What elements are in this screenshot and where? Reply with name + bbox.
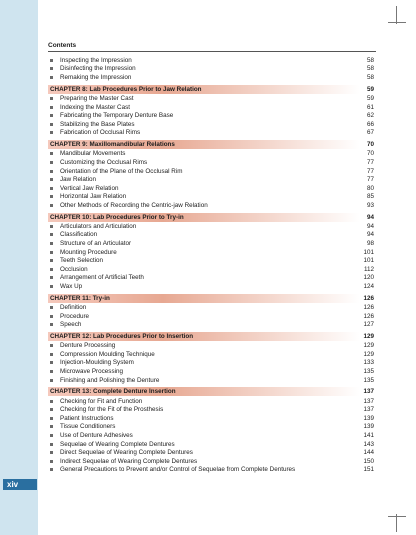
chapter-title: CHAPTER 10: Lab Procedures Prior to Try-in [50,213,184,221]
toc-entry-title: Sequelae of Wearing Complete Dentures [60,440,175,448]
toc-entry-left [48,129,140,136]
toc-entry-left [48,249,117,256]
square-bullet-icon [50,276,53,279]
toc-entry-left [48,351,155,358]
crop-mark [388,22,406,23]
toc-entry-left [48,342,115,349]
toc-entry[interactable] [48,158,376,167]
square-bullet-icon [50,152,53,155]
chapter-heading[interactable] [48,213,376,222]
square-bullet-icon [50,204,53,207]
toc-entry-title: Jaw Relation [60,176,97,184]
toc-entry-title: Microwave Processing [60,367,123,375]
square-bullet-icon [50,434,53,437]
toc-group [48,213,376,291]
square-bullet-icon [50,114,53,117]
toc-entry-title: Mandibular Movements [60,150,126,158]
toc-entry-page: 58 [366,56,374,64]
square-bullet-icon [50,425,53,428]
toc-entry-title: General Precautions to Prevent and/or Control of Sequelae from Complete Dentures [60,466,296,474]
toc-entry[interactable] [48,376,376,385]
toc-entry-left [48,368,123,375]
toc-entry-title: Disinfecting the Impression [60,65,136,73]
square-bullet-icon [50,400,53,403]
toc-entry-left [48,313,89,320]
chapter-heading[interactable] [48,387,376,396]
square-bullet-icon [50,161,53,164]
toc-entry[interactable] [48,440,376,449]
square-bullet-icon [50,242,53,245]
toc-entry-left [48,257,103,264]
toc-entry[interactable] [48,350,376,359]
toc-entry-page: 62 [366,112,374,120]
toc-entry-title: Other Methods of Recording the Centric-jaw Relation [60,201,208,209]
toc-entry[interactable] [48,56,376,65]
square-bullet-icon [50,67,53,70]
square-bullet-icon [50,370,53,373]
square-bullet-icon [50,187,53,190]
toc-entry[interactable] [48,359,376,368]
toc-entry-page: 59 [366,94,374,102]
toc-entry-page: 120 [363,274,374,282]
toc-entry-left [48,168,183,175]
toc-entry[interactable] [48,303,376,312]
toc-entry-page: 77 [366,176,374,184]
toc-entry-title: Patient Instructions [60,414,114,422]
toc-entry-left [48,274,144,281]
square-bullet-icon [50,251,53,254]
toc-entry[interactable] [48,222,376,231]
toc-entry-left [48,283,82,290]
toc-entry[interactable] [48,167,376,176]
toc-entry-title: Compression Moulding Technique [60,350,155,358]
toc-entry-left [48,398,142,405]
toc-entry[interactable] [48,150,376,159]
toc-entry-title: Indexing the Master Cast [60,103,131,111]
toc-entry-page: 58 [366,73,374,81]
square-bullet-icon [50,97,53,100]
toc-entry[interactable] [48,431,376,440]
toc-entry[interactable] [48,120,376,129]
toc-entry-page: 70 [366,150,374,158]
square-bullet-icon [50,443,53,446]
toc-entry-title: Inspecting the Impression [60,56,132,64]
toc-entry-page: 85 [366,193,374,201]
square-bullet-icon [50,195,53,198]
chapter-title: CHAPTER 11: Try-in [50,294,110,302]
square-bullet-icon [50,106,53,109]
toc-entry-title: Classification [60,231,98,239]
toc-entry-left [48,377,159,384]
toc-entry-page: 151 [363,466,374,474]
toc-entry[interactable] [48,239,376,248]
square-bullet-icon [50,259,53,262]
toc-entry-left [48,441,175,448]
toc-entry-title: Occlusion [60,265,88,273]
toc-entry-page: 66 [366,120,374,128]
toc-entry-left [48,95,134,102]
toc-entry-page: 129 [363,350,374,358]
toc-entry-page: 126 [363,304,374,312]
square-bullet-icon [50,361,53,364]
toc-group [48,387,376,474]
square-bullet-icon [50,285,53,288]
toc-entry[interactable] [48,175,376,184]
toc-entry[interactable] [48,282,376,291]
toc-entry-title: Indirect Sequelae of Wearing Complete Dentures [60,457,198,465]
square-bullet-icon [50,59,53,62]
chapter-title: CHAPTER 12: Lab Procedures Prior to Insertion [50,332,194,340]
square-bullet-icon [50,170,53,173]
square-bullet-icon [50,76,53,79]
toc-entry[interactable] [48,111,376,120]
square-bullet-icon [50,468,53,471]
toc-entry-page: 141 [363,431,374,439]
page-number-tab: xiv [3,479,37,490]
toc-entry-left [48,202,208,209]
toc-entry-title: Structure of an Articulator [60,240,132,248]
toc-entry-left [48,231,97,238]
toc-entry[interactable] [48,103,376,112]
toc-entry-left [48,121,135,128]
toc-entry-page: 101 [363,257,374,265]
toc-entry-title: Remaking the Impression [60,73,132,81]
square-bullet-icon [50,408,53,411]
toc-entry[interactable] [48,320,376,329]
toc-entry-title: Finishing and Polishing the Denture [60,376,160,384]
toc-entry-page: 67 [366,129,374,137]
toc-entry-title: Teeth Selection [60,257,104,265]
toc-entry[interactable] [48,256,376,265]
toc-entry-title: Direct Sequelae of Wearing Complete Dentures [60,449,193,457]
square-bullet-icon [50,131,53,134]
square-bullet-icon [50,225,53,228]
toc-entry-page: 139 [363,414,374,422]
toc-entry[interactable] [48,367,376,376]
chapter-heading[interactable] [48,332,376,341]
toc-entry-title: Procedure [60,312,90,320]
toc-entry-title: Articulators and Articulation [60,222,137,230]
square-bullet-icon [50,178,53,181]
chapter-heading[interactable] [48,85,376,94]
toc-entry-title: Customizing the Occlusal Rims [60,158,148,166]
toc-entry-left [48,415,114,422]
chapter-title: CHAPTER 13: Complete Denture Insertion [50,388,176,396]
toc-entry-left [48,466,295,473]
toc-entry-left [48,304,86,311]
square-bullet-icon [50,233,53,236]
square-bullet-icon [50,323,53,326]
toc-entry[interactable] [48,341,376,350]
toc-entry-title: Stabilizing the Base Plates [60,120,135,128]
toc-entry-page: 139 [363,423,374,431]
toc-entry-left [48,104,130,111]
square-bullet-icon [50,268,53,271]
toc-entry-page: 93 [366,201,374,209]
toc-entry-left [48,176,96,183]
toc-entry[interactable] [48,414,376,423]
crop-mark [388,516,406,517]
toc-entry[interactable] [48,274,376,283]
square-bullet-icon [50,306,53,309]
toc-entry-left [48,458,197,465]
toc-entry-page: 137 [363,397,374,405]
toc-entry[interactable] [48,65,376,74]
toc-entry-left [48,74,131,81]
chapter-page: 129 [363,332,374,340]
toc-entry-title: Preparing the Master Cast [60,94,134,102]
toc-entry-page: 58 [366,65,374,73]
toc-entry-page: 126 [363,312,374,320]
square-bullet-icon [50,451,53,454]
square-bullet-icon [50,417,53,420]
chapter-page: 70 [366,141,374,149]
toc-entry-title: Checking for the Fit of the Prosthesis [60,406,164,414]
toc-entry-left [48,57,132,64]
chapter-title: CHAPTER 8: Lab Procedures Prior to Jaw Relation [50,85,202,93]
toc-entry-page: 77 [366,167,374,175]
toc-entry-left [48,432,133,439]
crop-mark [396,6,397,24]
square-bullet-icon [50,379,53,382]
chapter-page: 137 [363,388,374,396]
toc-entry-title: Vertical Jaw Relation [60,184,119,192]
toc-entry-title: Injection-Moulding System [60,359,134,367]
toc-entry[interactable] [48,201,376,210]
chapter-heading[interactable] [48,294,376,303]
toc-entry-title: Speech [60,321,82,329]
header-rule [48,51,376,52]
toc-entry-left [48,359,134,366]
toc-entry[interactable] [48,265,376,274]
chapter-heading[interactable] [48,140,376,149]
toc-entry-page: 94 [366,231,374,239]
toc-entry-left [48,193,126,200]
toc-entry-page: 80 [366,184,374,192]
toc-entry-left [48,266,88,273]
toc-entry[interactable] [48,248,376,257]
toc-entry-page: 101 [363,248,374,256]
chapter-page: 126 [363,294,374,302]
toc-entry-page: 129 [363,342,374,350]
toc-entry-page: 133 [363,359,374,367]
toc-group [48,294,376,329]
toc-entry-left [48,321,81,328]
toc-entry-title: Tissue Conditioners [60,423,116,431]
toc-entry-left [48,185,118,192]
chapter-page: 59 [366,85,374,93]
chapter-page: 94 [366,213,374,221]
toc-entry-title: Orientation of the Plane of the Occlusal Rim [60,167,183,175]
toc-entry-left [48,150,125,157]
square-bullet-icon [50,315,53,318]
toc-group [48,332,376,384]
toc-entry-page: 135 [363,376,374,384]
toc-entry-left [48,449,193,456]
toc-entry-title: Fabricating the Temporary Denture Base [60,112,174,120]
toc-entry-page: 135 [363,367,374,375]
running-header: Contents [48,42,77,49]
toc-entry-left [48,223,136,230]
toc-entry-page: 137 [363,406,374,414]
toc-entry[interactable] [48,184,376,193]
toc-entry-left [48,159,147,166]
toc-entry-page: 127 [363,321,374,329]
toc-entry[interactable] [48,448,376,457]
toc-entry-title: Checking for Fit and Function [60,397,143,405]
toc-entry-left [48,112,173,119]
toc-entry-title: Fabrication of Occlusal Rims [60,129,141,137]
chapter-title: CHAPTER 9: Maxillomandibular Relations [50,141,175,149]
toc-entry[interactable] [48,423,376,432]
toc-group [48,85,376,137]
toc-entry-page: 61 [366,103,374,111]
toc-entry-left [48,423,115,430]
square-bullet-icon [50,353,53,356]
toc-entry-left [48,406,163,413]
toc-entry-title: Arrangement of Artificial Teeth [60,274,144,282]
toc-entry-title: Denture Processing [60,342,116,350]
toc-entry-page: 98 [366,240,374,248]
side-band [0,0,38,535]
toc-entry-page: 112 [363,265,374,273]
crop-mark [396,514,397,532]
toc-entry[interactable] [48,73,376,82]
toc-entry-left [48,65,136,72]
toc-entry[interactable] [48,405,376,414]
toc-entry-page: 94 [366,222,374,230]
toc-entry-title: Use of Denture Adhesives [60,431,133,439]
toc-entry[interactable] [48,193,376,202]
toc-entry[interactable] [48,466,376,475]
toc-entry-title: Definition [60,304,87,312]
toc-entry[interactable] [48,231,376,240]
toc-entry-page: 144 [363,449,374,457]
toc-entry-page: 150 [363,457,374,465]
toc-entry-title: Mounting Procedure [60,248,117,256]
toc-entry-title: Horizontal Jaw Relation [60,193,127,201]
square-bullet-icon [50,460,53,463]
toc-entry-page: 77 [366,158,374,166]
square-bullet-icon [50,123,53,126]
toc-group [48,56,376,82]
toc-entry[interactable] [48,457,376,466]
table-of-contents [48,56,376,477]
toc-entry[interactable] [48,397,376,406]
toc-entry-page: 143 [363,440,374,448]
square-bullet-icon [50,344,53,347]
toc-entry-title: Wax Up [60,283,83,291]
toc-group [48,140,376,210]
toc-entry[interactable] [48,94,376,103]
toc-entry[interactable] [48,312,376,321]
toc-entry-page: 124 [363,283,374,291]
toc-entry-left [48,240,131,247]
toc-entry[interactable] [48,129,376,138]
